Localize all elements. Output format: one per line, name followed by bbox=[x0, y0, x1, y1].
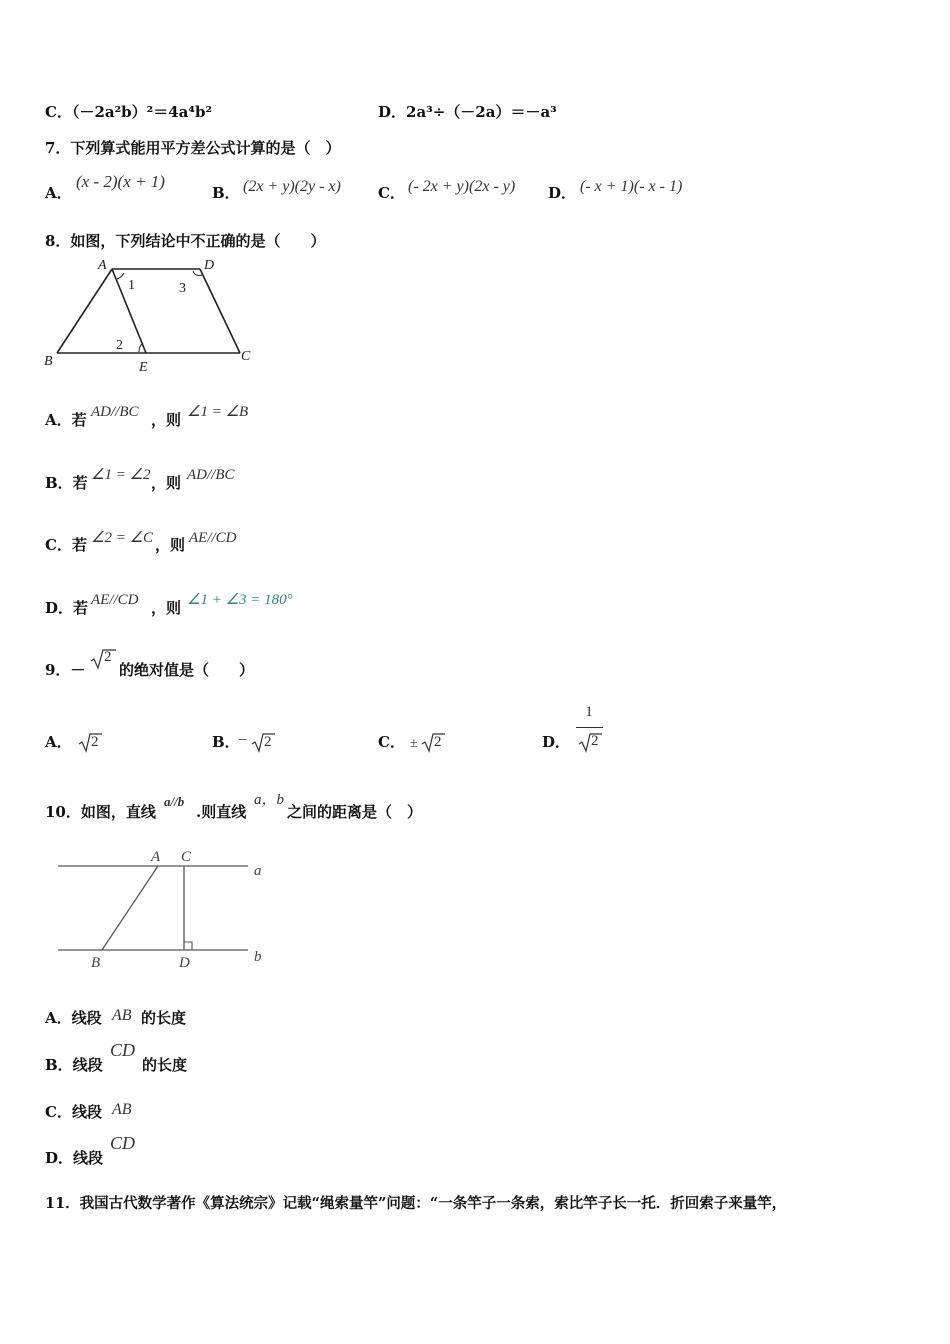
q9-option-d-denominator: 2 bbox=[591, 733, 599, 749]
q8-option-c-res: AE//CD bbox=[189, 530, 237, 546]
q8-label-e: E bbox=[139, 360, 148, 375]
q9-option-b-sign: − bbox=[238, 732, 248, 749]
q9-option-d-label: D． bbox=[542, 733, 571, 751]
q9-option-d-fraction bbox=[574, 704, 604, 756]
q8-trapezoid-figure bbox=[40, 255, 270, 380]
q8-stem: 8．如图，下列结论中不正确的是（ ） bbox=[45, 232, 326, 250]
q8-option-d-res: ∠1 + ∠3 = 180° bbox=[187, 592, 293, 608]
q8-option-d-cond: AE//CD bbox=[91, 592, 139, 608]
q8-option-c-cond: ∠2 = ∠C bbox=[91, 530, 154, 546]
q8-angle-2: 2 bbox=[116, 338, 123, 353]
q8-label-b: B bbox=[44, 354, 53, 369]
q9-stem-radicand: 2 bbox=[104, 649, 112, 665]
q9-option-a-radicand: 2 bbox=[91, 734, 99, 750]
q8-label-d: D bbox=[204, 258, 215, 273]
q10-label-c: C bbox=[181, 849, 192, 865]
q9-option-c-sign: ± bbox=[410, 736, 418, 751]
q8-option-b-cond: ∠1 = ∠2 bbox=[91, 467, 151, 483]
q9-option-b-radicand: 2 bbox=[264, 734, 272, 750]
q8-angle-1: 1 bbox=[128, 278, 135, 293]
q9-option-a-label: A． bbox=[45, 733, 72, 751]
q10-option-b-segment: CD bbox=[110, 1040, 136, 1060]
q10-option-a-suffix: 的长度 bbox=[141, 1009, 187, 1027]
q10-option-c-segment: AB bbox=[112, 1101, 132, 1118]
q8-option-a-mid: ，则 bbox=[151, 411, 182, 429]
q9-option-c-radicand: 2 bbox=[434, 734, 442, 750]
q7-stem: 7．下列算式能用平方差公式计算的是（ ） bbox=[45, 139, 341, 157]
q7-option-d-label: D． bbox=[548, 184, 577, 202]
q10-stem-parallel: a//b bbox=[164, 794, 185, 809]
q10-stem-vars: a，b bbox=[254, 792, 285, 808]
q10-option-d-label: D．线段 bbox=[45, 1149, 104, 1167]
q8-option-c-mid: ，则 bbox=[155, 536, 186, 554]
q8-option-b-res: AD//BC bbox=[187, 467, 235, 483]
q9-stem-radical bbox=[90, 648, 116, 670]
q8-option-a-cond: AD//BC bbox=[91, 404, 139, 420]
q6-option-d: D．2a³÷（－2a）＝－a³ bbox=[378, 103, 557, 121]
q8-option-a-label: A．若 bbox=[45, 411, 87, 429]
q10-option-a-label: A．线段 bbox=[45, 1009, 102, 1027]
q10-line-b: b bbox=[254, 949, 262, 965]
q10-line-a: a bbox=[254, 863, 262, 879]
q11-stem: 11．我国古代数学著作《算法统宗》记载“绳索量竿”问题：“一条竿子一条索，索比竿子长一托．折回索子来量竿， bbox=[45, 1195, 787, 1212]
q9-option-b-radical bbox=[251, 731, 275, 753]
q7-option-c-expr: (- 2x + y)(2x - y) bbox=[408, 178, 516, 195]
q8-label-a: A bbox=[98, 258, 107, 273]
q10-stem-suffix: 之间的距离是（ ） bbox=[287, 803, 423, 821]
q8-option-b-mid: ，则 bbox=[151, 474, 182, 492]
q7-option-d-expr: (- x + 1)(- x - 1) bbox=[580, 178, 683, 195]
q9-option-b-label: B． bbox=[212, 733, 240, 751]
q10-parallel-lines-figure bbox=[50, 845, 275, 970]
q8-option-d-label: D．若 bbox=[45, 599, 89, 617]
q9-option-c-radical bbox=[421, 731, 445, 753]
q8-option-c-label: C．若 bbox=[45, 536, 87, 554]
q8-label-c: C bbox=[241, 349, 251, 364]
q10-label-a: A bbox=[151, 849, 161, 865]
q9-option-d-numerator: 1 bbox=[585, 704, 593, 720]
q8-option-a-res: ∠1 = ∠B bbox=[187, 404, 249, 420]
q8-option-b-label: B．若 bbox=[45, 474, 88, 492]
q10-label-b: B bbox=[91, 955, 101, 970]
q9-option-c-label: C． bbox=[378, 733, 405, 751]
q9-stem-prefix: 9．－ bbox=[45, 661, 86, 679]
q7-option-a-label: A． bbox=[45, 184, 72, 202]
q7-option-b-expr: (2x + y)(2y - x) bbox=[243, 178, 341, 195]
q10-option-a-segment: AB bbox=[112, 1007, 132, 1024]
q8-angle-3: 3 bbox=[179, 281, 186, 296]
q10-option-c-label: C．线段 bbox=[45, 1103, 102, 1121]
q6-option-c: C．（－2a²b）²＝4a⁴b² bbox=[45, 103, 213, 121]
q7-option-b-label: B． bbox=[212, 184, 240, 202]
q7-option-a-expr: (x - 2)(x + 1) bbox=[76, 172, 165, 191]
q7-option-c-label: C． bbox=[378, 184, 405, 202]
q10-stem-prefix: 10．如图，直线 bbox=[45, 803, 156, 821]
q9-stem-suffix: 的绝对值是（ ） bbox=[119, 661, 255, 679]
q10-label-d: D bbox=[179, 955, 190, 970]
q8-option-d-mid: ，则 bbox=[151, 599, 182, 617]
q10-option-b-label: B．线段 bbox=[45, 1056, 103, 1074]
q10-stem-mid: .则直线 bbox=[196, 803, 247, 821]
q10-option-d-segment: CD bbox=[110, 1133, 136, 1153]
q10-option-b-suffix: 的长度 bbox=[142, 1056, 188, 1074]
q9-option-a-radical bbox=[78, 731, 102, 753]
q9-option-d-fraction-bar bbox=[576, 727, 603, 728]
